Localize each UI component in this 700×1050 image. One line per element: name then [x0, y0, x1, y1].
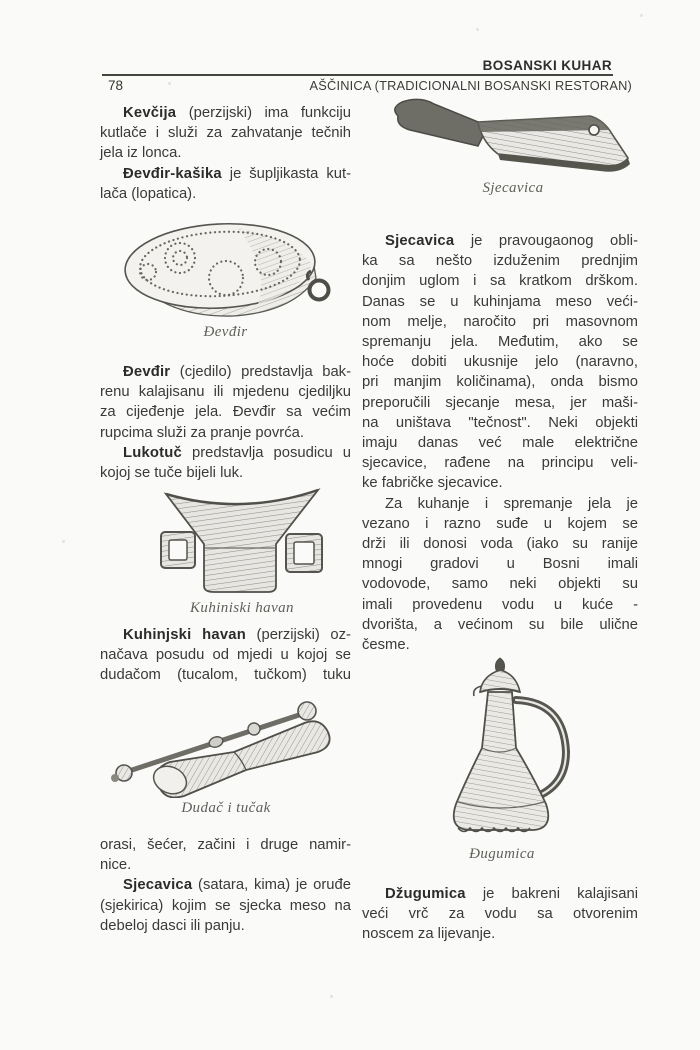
paragraph — [362, 231, 638, 494]
text-line: dvorišta, a većinom su bile ulične — [362, 616, 638, 633]
page-number: 78 — [108, 78, 124, 93]
text-line: Đevđir-kašika je šupljikasta kut- — [123, 165, 351, 182]
text-line: renu kalajisanu ili mjedenu cjediljku — [100, 384, 351, 401]
figure-dudac — [106, 696, 346, 817]
text-line: spremanju jela. Međutim, ako se — [362, 334, 638, 351]
scan-speck — [168, 82, 171, 85]
text-line: imaju danas već male električne — [362, 435, 638, 452]
text-line: jela iz lonca. — [100, 145, 182, 162]
text-line: na uništava "tečnost". Neki objekti — [362, 414, 638, 431]
figure-caption-havan: Kuhiniski havan — [190, 600, 294, 616]
text-line: Džugumica je bakreni kalajisani — [385, 886, 638, 902]
pestles-illustration — [106, 696, 346, 798]
text-line: lača (lopatica). — [100, 185, 197, 202]
figure-caption-sjecavica: Sjecavica — [482, 180, 544, 196]
text-line: hoće dobiti ukusnije jelo (naravno, — [362, 354, 638, 371]
text-block-devdir — [100, 362, 351, 483]
text-line: noscem za lijevanje. — [362, 926, 496, 943]
text-line: ka sa nešto izduženim prednjim — [362, 253, 638, 270]
text-line: Kuhinjski havan (perzijski) oz- — [123, 627, 351, 643]
text-line: Za kuhanje i spremanje jela je — [385, 495, 638, 512]
text-line: Kevčija (perzijski) ima funkciju — [123, 105, 351, 121]
figure-sjecavica — [388, 94, 638, 197]
paragraph — [362, 494, 638, 656]
paragraph — [100, 835, 351, 875]
chapter-heading: AŠČINICA (TRADICIONALNI BOSANSKI RESTORAN) — [309, 78, 632, 93]
text-line: preporučili sjecanje mesa, jer maši- — [362, 394, 638, 411]
text-block-sjecavica-satara — [100, 835, 351, 936]
text-line: nice. — [100, 857, 132, 874]
paragraph — [100, 362, 351, 443]
text-line: orasi, šećer, začini i druge namir- — [100, 837, 351, 853]
figure-caption-devdir: Đevđir — [203, 324, 248, 340]
paragraph — [362, 884, 638, 945]
text-block-sjecavica-main — [362, 231, 638, 655]
text-line: Sjecavica (satara, kima) je oruđe — [123, 877, 351, 894]
figure-devdir — [118, 220, 333, 341]
text-line: česme. — [362, 637, 410, 654]
text-line: drži ili donosi voda (iako su ranije — [362, 536, 638, 553]
text-line: Danas se u kuhinjama meso veći- — [362, 293, 638, 310]
scan-speck — [476, 28, 479, 31]
paragraph — [100, 164, 351, 204]
text-line: kojoj se tuče bijeli luk. — [100, 465, 244, 482]
paragraph — [100, 625, 351, 686]
text-line: debeloj dasci ili panju. — [100, 917, 245, 934]
paragraph — [100, 443, 351, 483]
text-block-kevcija — [100, 103, 351, 204]
scan-speck — [640, 14, 643, 17]
paragraph — [100, 875, 351, 936]
figure-caption-dzugumica: Đugumica — [469, 846, 535, 862]
text-line: vezano i razno suđe u kojem se — [362, 515, 638, 532]
header-rule — [102, 74, 613, 76]
figure-caption-dudac: Dudač i tučak — [181, 800, 271, 816]
text-line: mnogi gradovi u Bosni imali — [362, 556, 638, 573]
ewer-illustration — [412, 656, 592, 844]
cleaver-illustration — [388, 94, 638, 178]
text-line: vodovode, samo neki objekti su — [362, 576, 638, 593]
running-head-title: BOSANSKI KUHAR — [482, 58, 612, 73]
text-line: Lukotuč predstavlja posudicu u — [123, 444, 351, 461]
text-block-havan — [100, 625, 351, 686]
figure-havan — [158, 486, 326, 617]
text-line: načava posudu od mjedi u kojoj se — [100, 647, 351, 664]
text-line: Sjecavica je pravougaonog obli- — [385, 233, 638, 249]
scan-speck — [62, 540, 65, 543]
text-line: nom melje, naročito pri masovnom — [362, 313, 638, 330]
text-line: sjecavice, rađene na principu veli- — [362, 455, 638, 472]
text-line: ke fabričke sjecavice. — [362, 475, 503, 492]
text-line: rupcima služi za pranje povrća. — [100, 424, 304, 441]
scan-speck — [330, 995, 333, 998]
text-line: kutlače i služi za zahvatanje tečnih — [100, 125, 351, 142]
text-line: donjim uglom i sa kratkom drškom. — [362, 273, 638, 290]
text-line: Đevđir (cjedilo) predstavlja bak- — [123, 364, 351, 380]
text-line: dudačom (tucalom, tučkom) tuku — [100, 667, 351, 684]
mortar-illustration — [158, 486, 326, 598]
text-line: veći vrč za vodu sa otvorenim — [362, 906, 638, 923]
text-line: (sjekirica) kojim se sjecka meso na — [100, 897, 351, 914]
text-line: imali provedenu vodu u kuće - — [362, 596, 638, 613]
text-block-dzugumica — [362, 884, 638, 945]
colander-bowl-illustration — [118, 220, 333, 322]
paragraph — [100, 103, 351, 164]
text-line: pri manjim količinama), onda bismo — [362, 374, 638, 391]
figure-dzugumica — [412, 656, 592, 863]
text-line: za cijeđenje jela. Đevđir sa većim — [100, 404, 351, 421]
